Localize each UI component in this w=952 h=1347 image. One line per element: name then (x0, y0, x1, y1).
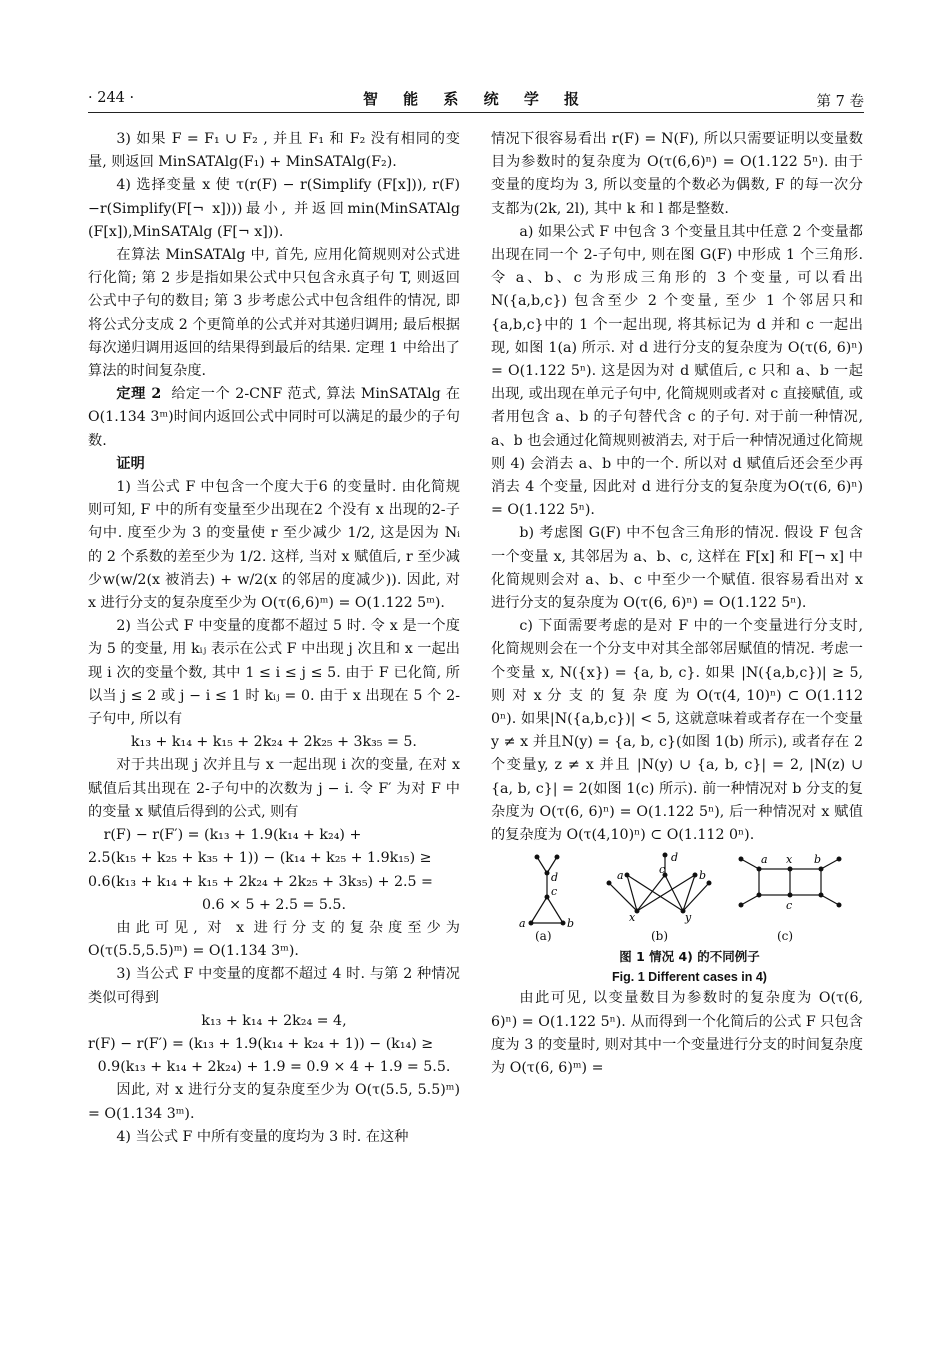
graph-a (531, 857, 563, 923)
theorem-label: 定理 2 (116, 386, 162, 403)
paragraph: b) 考虑图 G(F) 中不包含三角形的情况. 假设 F 包含一个变量 x, 其邻居为 a、b、c, 这样在 F[x] 和 F[¬ x] 中化简规则会对 a、b、c 中至少一个赋值. 很容易看出对 x 进行分支的复杂度为 O(τ(6, 6)ⁿ) = O(1.122 5ⁿ). (491, 525, 863, 612)
subfigure-label-a: (a) (535, 929, 552, 944)
equation-line: 0.9(k₁₃ + k₁₄ + 2k₂₄) + 1.9 = 0.9 × 4 + 1.9 = 5.5. (97, 1059, 451, 1076)
paragraph: 3) 如果 F = F₁ ∪ F₂ , 并且 F₁ 和 F₂ 没有相同的变量, 则返回 MinSATAlg(F₁) + MinSATAlg(F₂). (88, 131, 460, 171)
paragraph: a) 如果公式 F 中包含 3 个变量且其中任意 2 个变量都出现在同一个 2-子句中, 则在图 G(F) 中形成 1 个三角形. 令 a、b、c 为形成三角形的 3 个变量, 可以看出 N({a,b,c}) 包含至少 2 个变量, 至少 1 个邻居只和{a,b,c}中的 1 个一起出现, 将其标记为 d 并和 c 一起出现, 如图 1(a) 所示. 对 d 进行分支的复杂度为 O(τ(6, 6)ⁿ) = O(1.122 5ⁿ). 这是因为对 d 赋值后, c 只和 a、b 一起出现, 或出现在单元子句中, 化简规则或者对 c 直接赋值, 或者用包含 a、b 的子句替代含 c 的子句. 对于前一种情况, a、b 也会通过化简规则被消去, 对于后一种情况通过化简规则 4) 会消去 a、b 中的一个. 所以对 d 赋值后还会至少再消去 4 个变量, 因此对 d 进行分支的复杂度为O(τ(6, 6)ⁿ) = O(1.122 5ⁿ). (491, 223, 863, 519)
paragraph: 1) 当公式 F 中包含一个度大于6 的变量时. 由化简规则可知, F 中的所有变量至少出现在2 个没有 x 出现的2-子句中. 度至少为 3 的变量使 r 至少减少 1/2, 这是因为 Nᵢ 的 2 个系数的差至少为 1/2. 这样, 当对 x 赋值后, r 至少减少w(w/2(x 被消去) + w/2(x 的邻居的度减少)). 因此, 对 x 进行分支的复杂度至少为 O(τ(6,6)ᵐ) = O(1.122 5ᵐ). (88, 479, 460, 612)
node-label-c: c (786, 899, 793, 913)
journal-title: 智 能 系 统 学 报 (362, 90, 590, 108)
node-label-c: c (551, 885, 558, 899)
paragraph: 对于共出现 j 次并且与 x 一起出现 i 次的变量, 在对 x 赋值后其出现在 2-子句中的次数为 j − i. 令 F′ 为对 F 中的变量 x 赋值后得到的公式, 则有 (88, 757, 460, 820)
subfigure-label-b: (b) (651, 929, 669, 944)
theorem-2 (88, 383, 460, 453)
node-label-b: b (699, 869, 707, 883)
equation: k₁₃ + k₁₄ + k₁₅ + 2k₂₄ + 2k₂₅ + 3k₃₅ = 5. (131, 734, 417, 751)
node-label-a: a (617, 869, 624, 883)
node-label-x: x (629, 911, 636, 925)
equation-line: r(F) − r(F′) = (k₁₃ + 1.9(k₁₄ + k₂₄ + 1)) − (k₁₄) ≥ (88, 1035, 434, 1052)
node-label-d: d (551, 871, 559, 885)
paragraph: 2) 当公式 F 中变量的度都不超过 5 时. 令 x 是一个度为 5 的变量, 用 kᵢⱼ 表示在公式 F 中出现 j 次且和 x 一起出现 i 次的变量个数, 其中 1 ≤ i ≤ j ≤ 5. 由于 F 已化简, 所以当 j ≤ 2 或 j − i ≤ 1 时 kᵢⱼ = 0. 由于 x 出现在 5 个 2-子句中, 所以有 (88, 618, 460, 728)
right-column (491, 128, 863, 1080)
node-label-c: c (659, 863, 666, 877)
theorem-text: 给定一个 2-CNF 范式, 算法 MinSATAlg 在O(1.134 3ᵐ)时间内返回公式中同时可以满足的最少的子句数. (88, 386, 461, 449)
node-label-a: a (761, 853, 768, 867)
equation-line: 2.5(k₁₅ + k₂₅ + k₃₅ + 1)) − (k₁₄ + k₂₅ + 1.9k₁₅) ≥ (88, 850, 432, 867)
subfigure-label-c: (c) (777, 929, 794, 944)
paragraph: 情况下很容易看出 r(F) = N(F), 所以只需要证明以变量数目为参数时的复杂度为 O(τ(6,6)ⁿ) = O(1.122 5ⁿ). 由于变量的度均为 3, 所以变量的个数必为偶数, F 的每一次分支都为(2k, 2l), 其中 k 和 l 都是整数. (491, 131, 863, 217)
node-label-a: a (519, 917, 526, 931)
left-column (88, 128, 460, 1149)
equation-line: 0.6 × 5 + 2.5 = 5.5. (202, 896, 346, 913)
page-number: · 244 · (88, 90, 135, 106)
node-label-b: b (567, 917, 575, 931)
equation-line: r(F) − r(F′) = (k₁₃ + 1.9(k₁₄ + k₂₄) + (103, 827, 362, 844)
volume-label: 第 7 卷 (816, 94, 864, 110)
paragraph: c) 下面需要考虑的是对 F 中的一个变量进行分支时, 化简规则会在一个分支中对其全部邻居赋值的情况. 考虑一个变量 x, N({x}) = {a, b, c}. 如果 |N({a,b,c})| ≥ 5, 则 对 x 分 支 的 复 杂 度 为 O(τ(4, 10)ⁿ) ⊂ O(1.112 0ⁿ). 如果|N({a,b,c})| < 5, 这就意味着或者存在一个变量 y ≠ x 并且N(y) = {a, b, c}(如图 1(b) 所示), 或者存在 2 个变量y, z ≠ x 并且 |N(y) ∪ {a, b, c}| = 2, |N(z) ∪ {a, b, c}| = 2(如图 1(c) 所示). 前一种情况对 b 分支的复杂度为 O(τ(6, 6)ⁿ) = O(1.122 5ⁿ), 后一种情况对 x 赋值的复杂度为 O(τ(4,10)ⁿ) ⊂ O(1.112 0ⁿ). (491, 618, 863, 844)
node-label-x: x (786, 853, 793, 867)
figure-1 (491, 851, 863, 947)
node-label-y: y (685, 911, 692, 925)
figure-caption-cn: 图 1 情况 4) 的不同例子 (619, 949, 760, 965)
equation: k₁₃ + k₁₄ + 2k₂₄ = 4, (201, 1012, 347, 1029)
proof-label: 证明 (116, 455, 145, 472)
paragraph: 因此, 对 x 进行分支的复杂度至少为 O(τ(5.5, 5.5)ᵐ) = O(1.134 3ᵐ). (88, 1082, 460, 1122)
paragraph: 4) 选择变量 x 使 τ(r(F) − r(Simplify (F[x])), r(F) −r(Simplify(F[¬ x])))最小, 并返回min(MinSATAlg (F[x]),MinSATAlg (F[¬ x])). (88, 177, 460, 240)
node-label-d: d (671, 851, 679, 865)
equation-line: 0.6(k₁₃ + k₁₄ + k₁₅ + 2k₂₄ + 2k₂₅ + 3k₃₅) + 2.5 = (88, 873, 433, 890)
paragraph: 由此可见, 以变量数目为参数时的复杂度为 O(τ(6, 6)ⁿ) = O(1.122 5ⁿ). 从而得到一个化简后的公式 F 只包含度为 3 的变量时, 则对其中一个变量进行分支的时间复杂度为 O(τ(6, 6)ᵐ) = (491, 990, 863, 1076)
figure-caption-en: Fig. 1 Different cases in 4) (612, 970, 767, 985)
paragraph: 3) 当公式 F 中变量的度都不超过 4 时. 与第 2 种情况类似可得到 (88, 966, 460, 1006)
paragraph: 在算法 MinSATAlg 中, 首先, 应用化简规则对公式进行化简; 第 2 步是指如果公式中只包含永真子句 T, 则返回公式中子句的数目; 第 3 步考虑公式中包含组件的情况, 即将公式分支成 2 个更简单的公式并对其递归调用; 最后根据每次递归调用返回的结果得到最后的结果. 定理 1 中给出了算法的时间复杂度. (88, 247, 460, 380)
running-header (88, 86, 864, 113)
node-label-b: b (814, 853, 822, 867)
paragraph: 4) 当公式 F 中所有变量的度均为 3 时. 在这种 (116, 1128, 409, 1145)
paragraph: 由此可见, 对 x 进行分支的复杂度至少为 O(τ(5.5,5.5)ᵐ) = O(1.134 3ᵐ). (88, 919, 460, 960)
